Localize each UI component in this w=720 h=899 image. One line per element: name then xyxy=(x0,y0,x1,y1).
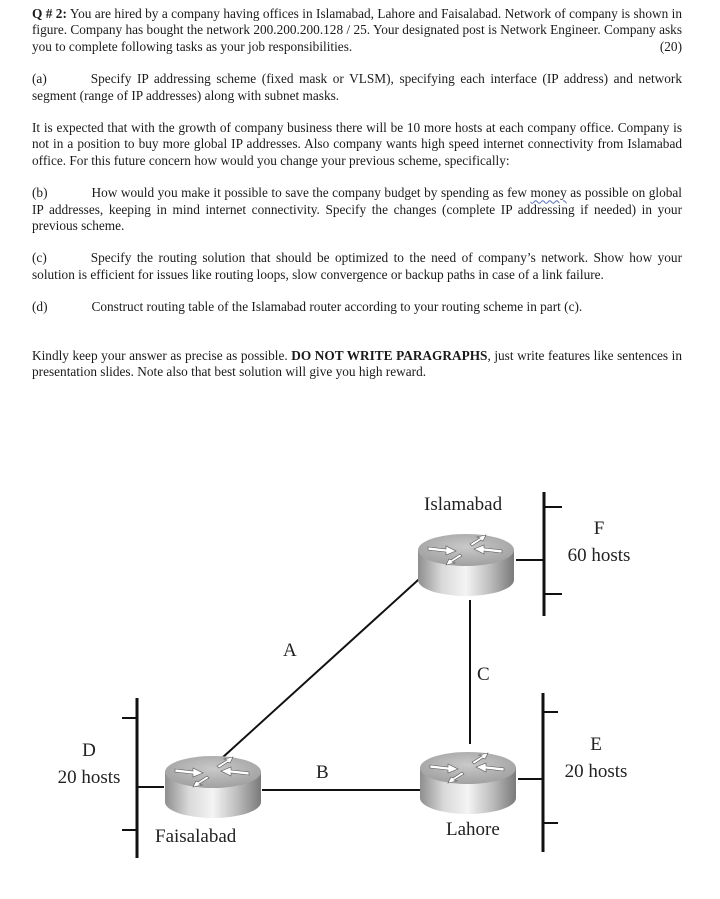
part-a xyxy=(32,71,682,104)
part-d-label: (d) xyxy=(32,299,48,315)
note-text-1: Kindly keep your answer as precise as possible. xyxy=(32,347,292,363)
part-d-text: Construct routing table of the Islamabad router according to your routing scheme in part (c). xyxy=(91,299,583,315)
question-document xyxy=(32,6,682,381)
question-marks: (20) xyxy=(659,38,682,54)
note-text-2: , just write features like sentences in presentation slides. Note also that best solution will give you high reward. xyxy=(32,347,682,380)
network-topology-diagram xyxy=(0,470,720,899)
link-label-c: C xyxy=(477,664,490,685)
part-b xyxy=(32,185,682,234)
note-emphasis: DO NOT WRITE PARAGRAPHS xyxy=(291,347,488,363)
instructions-note xyxy=(32,348,682,381)
part-c xyxy=(32,250,682,283)
router-islamabad-icon xyxy=(418,534,514,596)
lan-f-label: F xyxy=(593,518,605,539)
question-intro xyxy=(32,6,682,55)
lan-d-hosts: 20 hosts xyxy=(57,767,121,788)
router-lahore-icon xyxy=(420,752,516,814)
part-d xyxy=(32,299,682,315)
part-b-text-2: as possible on global IP addresses, keeping in mind internet connectivity. Specify the changes (complete IP addressing if needed) in your previous scheme. xyxy=(32,185,682,234)
link-a xyxy=(222,571,428,758)
question-number: Q # 2: xyxy=(32,6,67,21)
part-c-label: (c) xyxy=(32,250,47,266)
part-a-label: (a) xyxy=(32,71,47,87)
router-faisalabad-icon xyxy=(165,756,261,818)
router-label-islamabad: Islamabad xyxy=(424,494,503,515)
link-label-a: A xyxy=(283,640,297,661)
part-b-text-1: How would you make it possible to save the company budget by spending as few xyxy=(91,185,531,201)
question-intro-text: You are hired by a company having offices in Islamabad, Lahore and Faisalabad. Network of company is shown in figure. Company has bought the network 200.200.200.128 / 25. Your designated post is Network Engineer. Company asks you to complete following tasks as your job responsibilities. xyxy=(32,6,682,54)
part-c-text: Specify the routing solution that should be optimized to the need of company’s network. Show how your solution is efficient for issues like routing loops, slow convergence or backup paths in case of a link failure. xyxy=(32,250,682,282)
router-label-lahore: Lahore xyxy=(446,819,500,840)
part-b-label: (b) xyxy=(32,185,48,201)
part-a-text: Specify IP addressing scheme (fixed mask or VLSM), specifying each interface (IP address) and network segment (range of IP addresses) along with subnet masks. xyxy=(32,71,682,103)
lan-f-hosts: 60 hosts xyxy=(567,545,631,566)
link-label-b: B xyxy=(316,762,329,783)
scenario-context: It is expected that with the growth of company business there will be 10 more hosts at each company office. Company is not in a position to buy more global IP addresses. Also company wants high speed internet connectivity from Islamabad office. For this future concern how would you change your previous scheme, specifically: xyxy=(32,120,682,168)
lan-e-hosts: 20 hosts xyxy=(564,761,628,782)
lan-d-label: D xyxy=(82,740,96,761)
spellcheck-flagged-word: money xyxy=(530,185,567,201)
router-label-faisalabad: Faisalabad xyxy=(155,826,237,847)
lan-e-label: E xyxy=(590,734,602,755)
